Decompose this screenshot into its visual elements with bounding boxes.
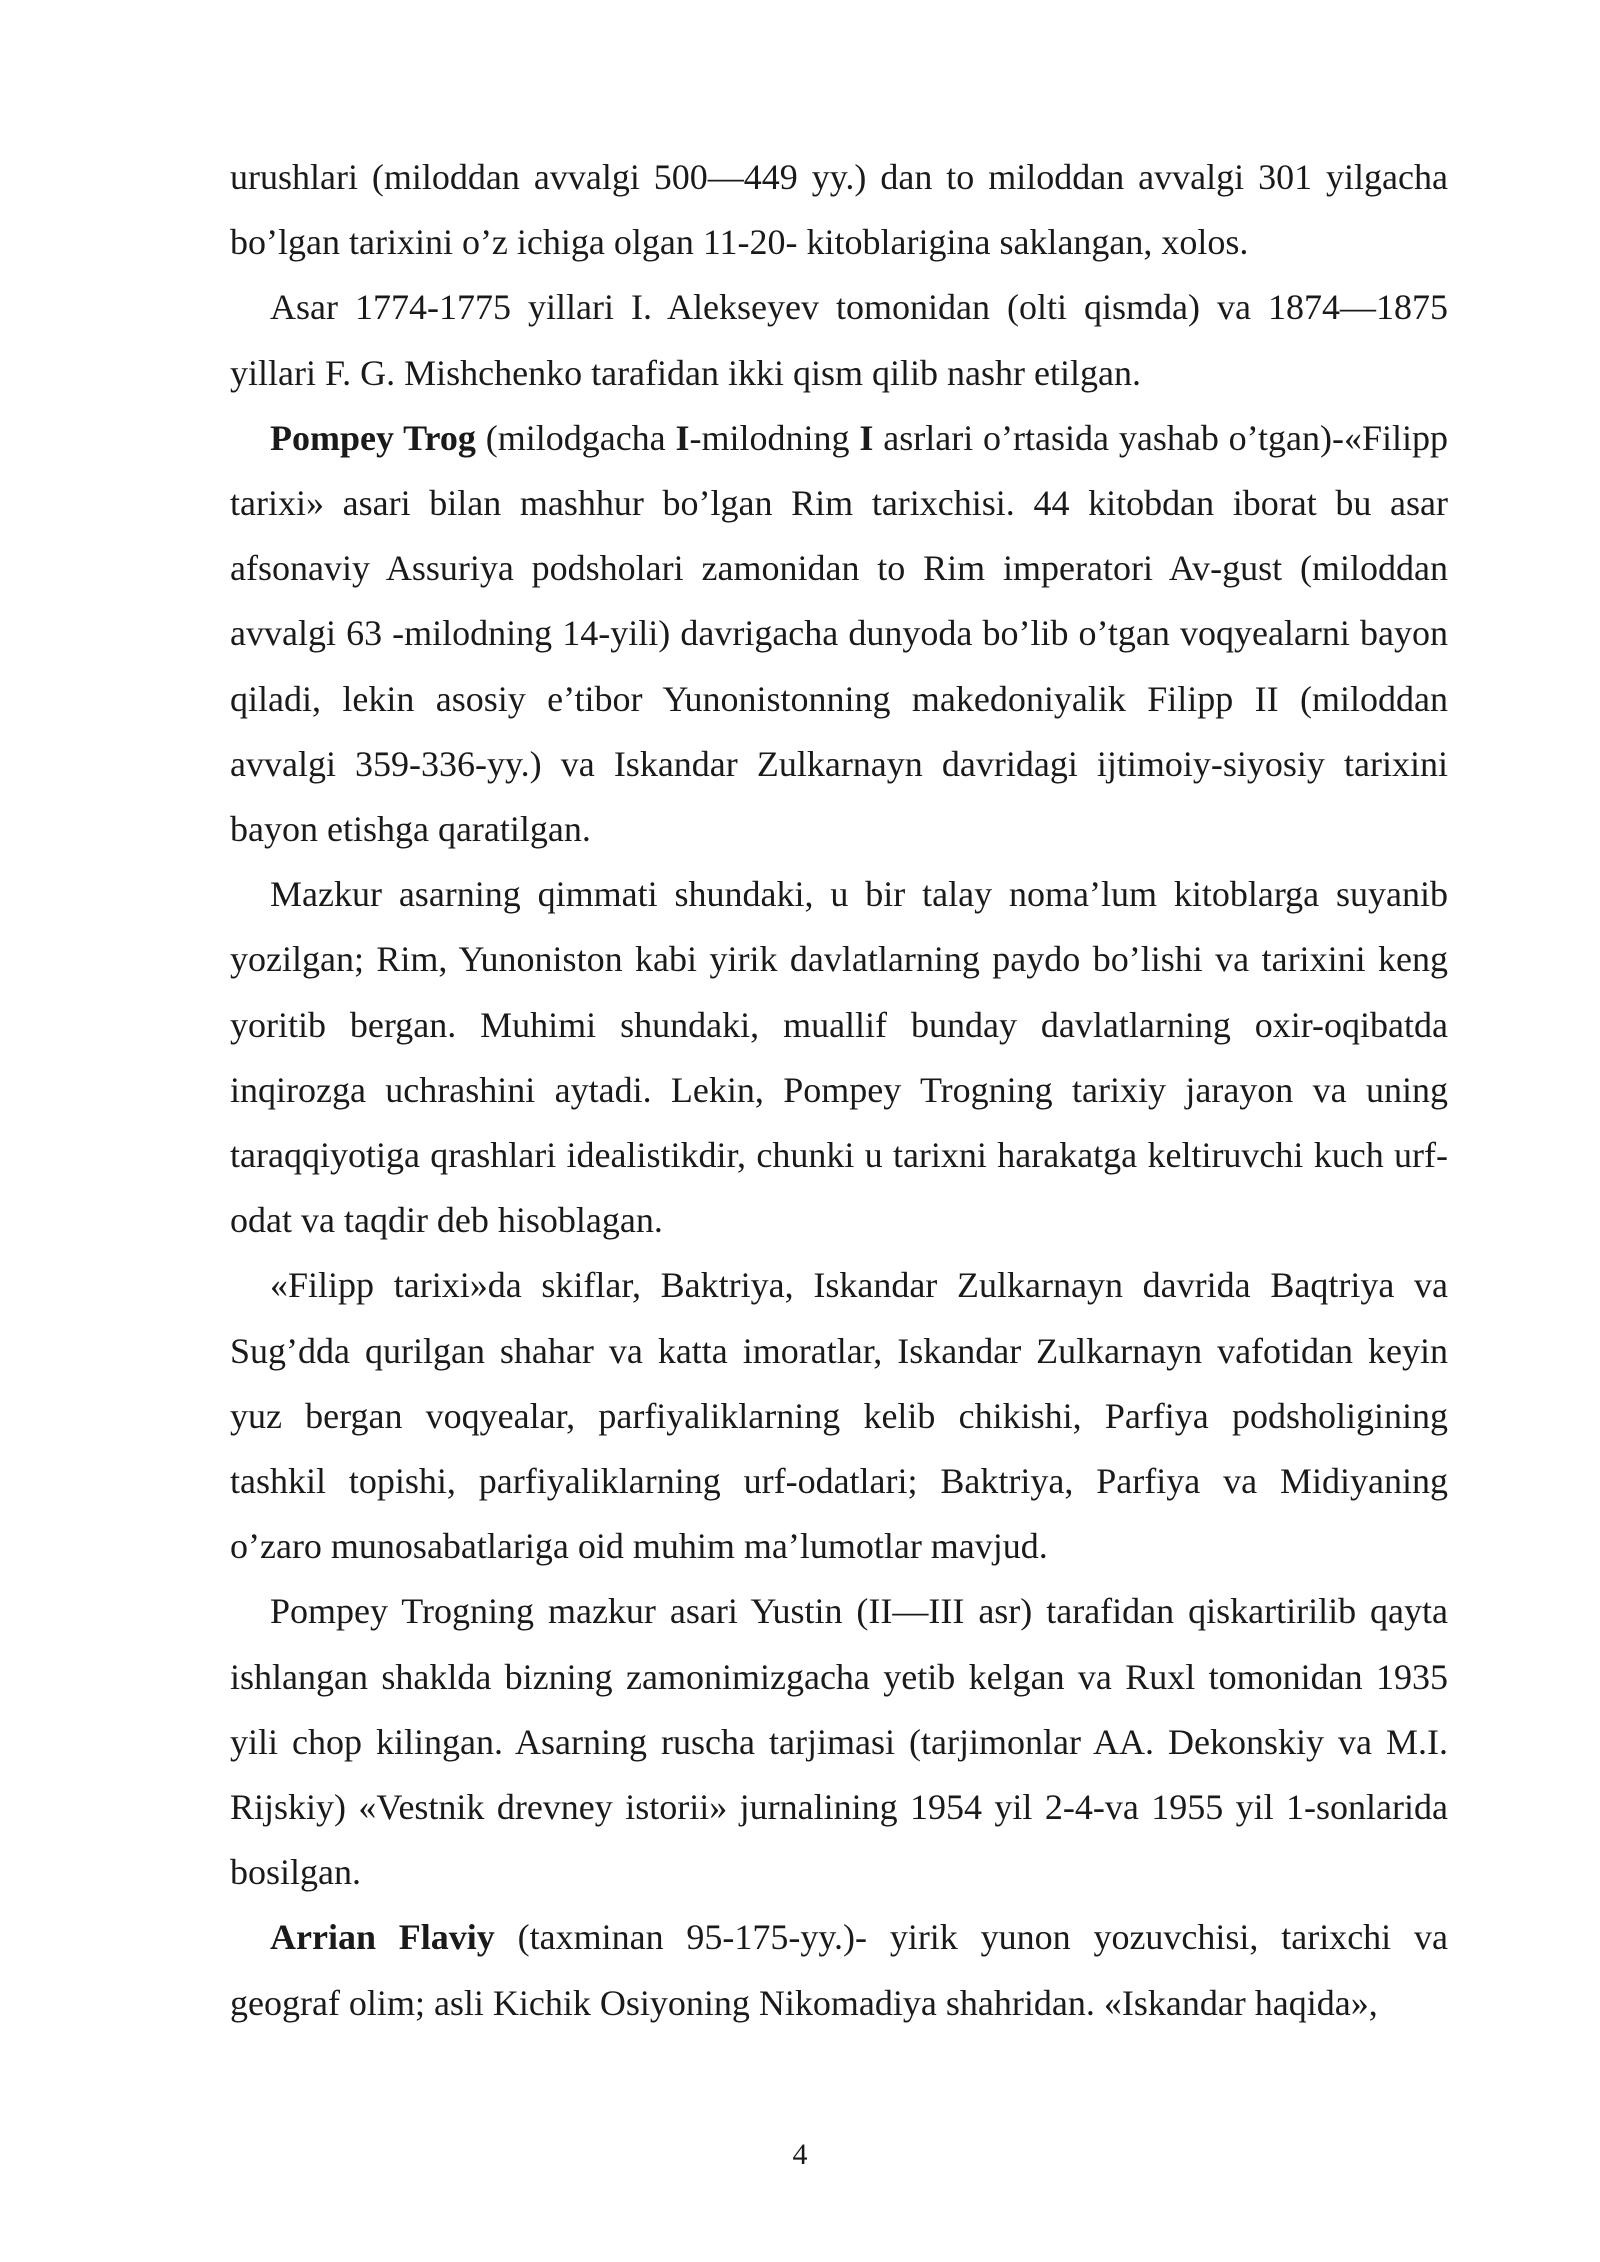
bold-term: I <box>675 417 690 458</box>
paragraph <box>230 275 1448 405</box>
paragraph <box>230 145 1448 275</box>
page-number: 4 <box>792 2138 808 2171</box>
text-run: Pompey Trogning mazkur asari Yustin (II—III asr) tarafidan qiskartirilib qayta ishlangan shaklda bizning zamonimizgacha yetib kelgan va Ruxl tomonidan 1935 yili chop kilingan. Asarning ruscha tarjimasi (tarjimonlar AA. Dekonskiy va M.I. Rijskiy) «Vestnik drevney istorii» jurnalining 1954 yil 2-4-va 1955 yil 1-sonlarida bosilgan. <box>230 1591 1448 1893</box>
paragraph <box>230 1905 1448 2035</box>
text-run: Asar 1774-1775 yillari I. Alekseyev tomonidan (olti qismda) va 1874—1875 yillari F. G. Mishchenko tarafidan ikki qism qilib nashr etilgan. <box>230 287 1448 393</box>
text-run: Mazkur asarning qimmati shundaki, u bir talay noma’lum kitoblarga suyanib yozilgan; Rim, Yunoniston kabi yirik davlatlarning paydo bo’lishi va tarixini keng yoritib bergan. Muhimi shundaki, muallif bunday davlatlarning oxir-oqibatda inqirozga uchrashini aytadi. Lekin, Pompey Trogning tarixiy jarayon va uning taraqqiyotiga qrashlari idealistikdir, chunki u tarixni harakatga keltiruvchi kuch urf-odat va taqdir deb hisoblagan. <box>230 874 1448 1241</box>
document-body <box>230 145 1448 2036</box>
bold-term: Arrian Flaviy <box>270 1917 495 1958</box>
text-run: urushlari (miloddan avvalgi 500—449 yy.) dan to miloddan avvalgi 301 yilgacha bo’lgan tarixini o’z ichiga olgan 11-20- kitoblarigina saklangan, xolos. <box>230 157 1448 263</box>
bold-term: I <box>859 417 874 458</box>
paragraph <box>230 862 1448 1253</box>
text-run: asrlari o’rtasida yashab o’tgan)-«Filipp tarixi» asari bilan mashhur bo’lgan Rim tarixchisi. 44 kitobdan iborat bu asar afsonaviy Assuriya podsholari zamonidan to Rim imperatori Av-gust (miloddan avvalgi 63 -milodning 14-yili) davrigacha dunyoda bo’lib o’tgan voqyealarni bayon qiladi, lekin asosiy e’tibor Yunonistonning makedoniyalik Filipp II (miloddan avvalgi 359-336-yy.) va Iskandar Zulkarnayn davridagi ijtimoiy-siyosiy tarixini bayon etishga qaratilgan. <box>230 417 1448 850</box>
text-run: (milodgacha <box>475 417 676 458</box>
text-run: -milodning <box>689 417 860 458</box>
paragraph <box>230 1253 1448 1579</box>
paragraph <box>230 406 1448 862</box>
text-run: (taxminan 95-175-yy.)- yirik yunon yozuvchisi, tarixchi va geograf olim; asli Kichik Osiyoning Nikomadiya shahridan. «Iskandar haqida», <box>230 1917 1448 2023</box>
text-run: «Filipp tarixi»da skiflar, Baktriya, Iskandar Zulkarnayn davrida Baqtriya va Sug’dda qurilgan shahar va katta imoratlar, Iskandar Zulkarnayn vafotidan keyin yuz bergan voqyealar, parfiyaliklarning kelib chikishi, Parfiya podsholigining tashkil topishi, parfiyaliklarning urf-odatlari; Baktriya, Parfiya va Midiyaning o’zaro munosabatlariga oid muhim ma’lumotlar mavjud. <box>230 1265 1448 1567</box>
bold-term: Pompey Trog <box>270 417 476 458</box>
paragraph <box>230 1579 1448 1905</box>
